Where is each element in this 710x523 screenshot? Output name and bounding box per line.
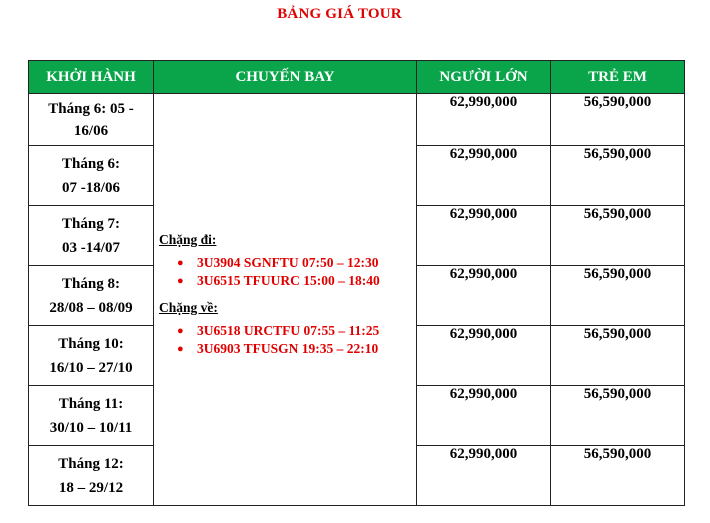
departure-range: 07 -18/06 xyxy=(62,179,120,196)
departure-month: Tháng 6: 05 - xyxy=(48,100,134,117)
adult-price: 62,990,000 xyxy=(417,146,551,206)
return-list xyxy=(159,322,416,358)
list-item xyxy=(177,322,416,340)
outbound-label: Chặng đi: xyxy=(159,231,217,247)
list-item xyxy=(177,340,416,358)
departure-month: Tháng 7: xyxy=(62,215,120,232)
departure-date xyxy=(29,326,154,386)
flight-segment: 3U6903 TFUSGN 19:35 – 22:10 xyxy=(197,340,379,356)
departure-month: Tháng 11: xyxy=(58,395,124,412)
child-price: 56,590,000 xyxy=(551,446,685,506)
child-price: 56,590,000 xyxy=(551,206,685,266)
departure-range: 16/06 xyxy=(73,122,109,139)
departure-date xyxy=(29,146,154,206)
tour-price-table xyxy=(28,60,685,506)
header-child: TRẺ EM xyxy=(551,61,685,94)
list-item xyxy=(177,254,416,272)
bullet-icon: ● xyxy=(177,274,184,287)
header-flight: CHUYẾN BAY xyxy=(154,61,417,94)
child-price: 56,590,000 xyxy=(551,386,685,446)
child-price: 56,590,000 xyxy=(551,326,685,386)
table-row xyxy=(29,94,685,146)
flight-segment: 3U3904 SGNFTU 07:50 – 12:30 xyxy=(197,254,379,270)
flight-segment: 3U6515 TFUURC 15:00 – 18:40 xyxy=(197,272,380,288)
adult-price: 62,990,000 xyxy=(417,386,551,446)
departure-date xyxy=(29,386,154,446)
table-header-row xyxy=(29,61,685,94)
child-price: 56,590,000 xyxy=(551,266,685,326)
departure-month: Tháng 10: xyxy=(58,335,124,352)
child-price: 56,590,000 xyxy=(551,146,685,206)
departure-date xyxy=(29,94,154,146)
departure-date xyxy=(29,266,154,326)
departure-date xyxy=(29,446,154,506)
page-title: BẢNG GIÁ TOUR xyxy=(277,6,402,22)
header-adult: NGƯỜI LỚN xyxy=(417,61,551,94)
departure-date xyxy=(29,206,154,266)
departure-range: 18 – 29/12 xyxy=(58,479,124,496)
child-price: 56,590,000 xyxy=(551,94,685,146)
departure-range: 28/08 – 08/09 xyxy=(49,299,133,316)
departure-range: 16/10 – 27/10 xyxy=(49,359,133,376)
adult-price: 62,990,000 xyxy=(417,206,551,266)
outbound-list xyxy=(159,254,416,290)
departure-range: 03 -14/07 xyxy=(62,239,120,256)
header-departure: KHỞI HÀNH xyxy=(29,61,154,94)
departure-month: Tháng 12: xyxy=(58,455,124,472)
list-item xyxy=(177,272,416,290)
adult-price: 62,990,000 xyxy=(417,94,551,146)
adult-price: 62,990,000 xyxy=(417,266,551,326)
flight-segment: 3U6518 URCTFU 07:55 – 11:25 xyxy=(197,322,380,338)
departure-month: Tháng 6: xyxy=(62,155,120,172)
departure-month: Tháng 8: xyxy=(62,275,120,292)
adult-price: 62,990,000 xyxy=(417,446,551,506)
bullet-icon: ● xyxy=(177,256,184,269)
flight-info xyxy=(154,94,417,506)
departure-range: 30/10 – 10/11 xyxy=(49,419,133,436)
adult-price: 62,990,000 xyxy=(417,326,551,386)
return-label: Chặng về: xyxy=(159,299,218,315)
bullet-icon: ● xyxy=(177,324,184,337)
bullet-icon: ● xyxy=(177,342,184,355)
